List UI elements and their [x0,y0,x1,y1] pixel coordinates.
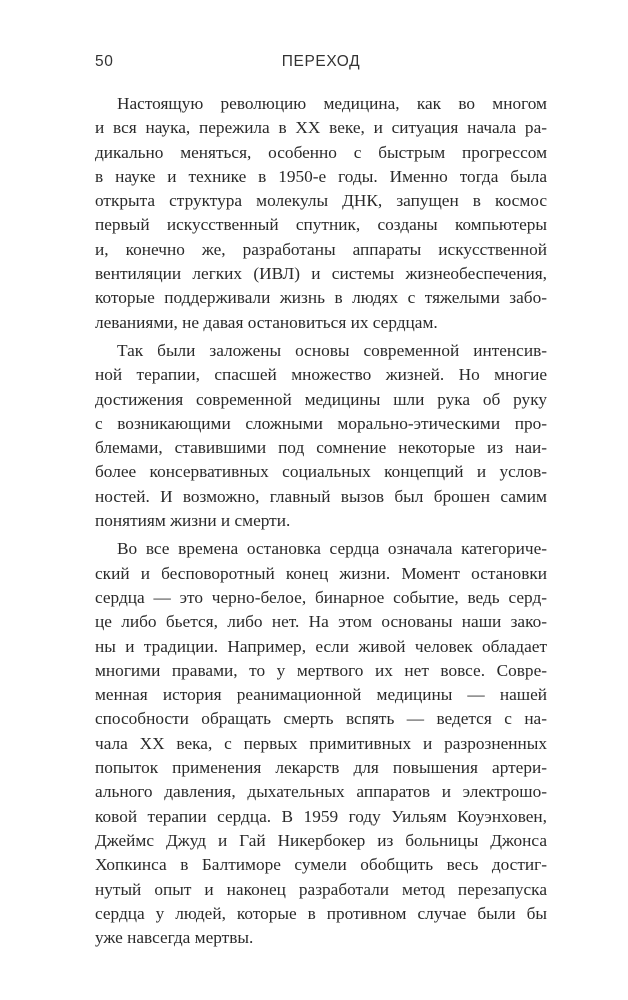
text-line: уже навсегда мертвы. [95,928,254,948]
text-line: ны и традиции. Например, если живой человек обладает [95,636,547,656]
text-line: менная история реанимационной медицины — нашей [95,685,547,705]
text-line: це либо бьется, либо нет. На этом основаны наши зако- [95,612,547,632]
page-number: 50 [95,53,114,70]
text-line: дикально меняться, особенно с быстрым прогрессом [95,142,547,162]
text-line: Джеймс Джуд и Гай Никербокер из больницы Джонса [95,830,547,850]
text-line: способности обращать смерть вспять — ведется с на- [95,709,547,729]
page-header [95,53,547,77]
body-text [95,92,547,950]
text-line: и, конечно же, разработаны аппараты искусственной [95,239,547,259]
text-line: сердца у людей, которые в противном случае были бы [95,903,547,923]
text-line: достижения современной медицины шли рука об руку [95,389,547,409]
text-line: первый искусственный спутник, созданы компьютеры [95,215,547,235]
paragraph-3 [95,537,547,950]
text-line: вентиляции легких (ИВЛ) и системы жизнеобеспечения, [95,264,547,284]
running-head: ПЕРЕХОД [281,53,361,70]
text-line: ковой терапии сердца. В 1959 году Уильям Коуэнховен, [95,806,547,826]
text-line: открыта структура молекулы ДНК, запущен в космос [95,191,547,211]
text-line: Так были заложены основы современной интенсив- [117,340,547,360]
text-line: сердца — это черно-белое, бинарное событие, ведь серд- [95,587,547,607]
text-line: Настоящую революцию медицина, как во многом [117,94,547,113]
text-line: блемами, ставившими под сомнение некоторые из наи- [95,438,547,458]
text-line: в науке и технике в 1950-е годы. Именно тогда была [95,166,547,186]
text-line: нутый опыт и наконец разработали метод перезапуска [95,879,547,899]
text-line: и вся наука, пережила в XX веке, и ситуация начала ра- [95,118,547,138]
text-line: ального давления, дыхательных аппаратов и электрошо- [95,782,547,802]
text-line: которые поддерживали жизнь в людях с тяжелыми забо- [95,288,547,308]
text-line: ной терапии, спасшей множество жизней. Но многие [95,365,547,385]
text-line: попыток применения лекарств для повышения артери- [95,758,547,778]
text-line: многими правами, то у мертвого их нет вовсе. Совре- [95,660,547,680]
text-line: Во все времена остановка сердца означала категориче- [117,539,547,559]
paragraph-2 [95,339,547,533]
text-line: Хопкинса в Балтиморе сумели обобщить весь достиг- [95,855,547,875]
text-line: чала XX века, с первых примитивных и разрозненных [95,733,547,753]
text-line: понятиям жизни и смерти. [95,511,291,531]
text-line: ностей. И возможно, главный вызов был брошен самим [95,486,547,506]
text-line: ский и бесповоротный конец жизни. Момент остановки [95,563,547,583]
text-line: с возникающими сложными морально-этическими про- [95,413,547,433]
text-line: леваниями, не давая остановиться их сердцам. [95,312,438,332]
text-line: более консервативных социальных концепций и услов- [95,462,547,482]
paragraph-1 [95,92,547,335]
